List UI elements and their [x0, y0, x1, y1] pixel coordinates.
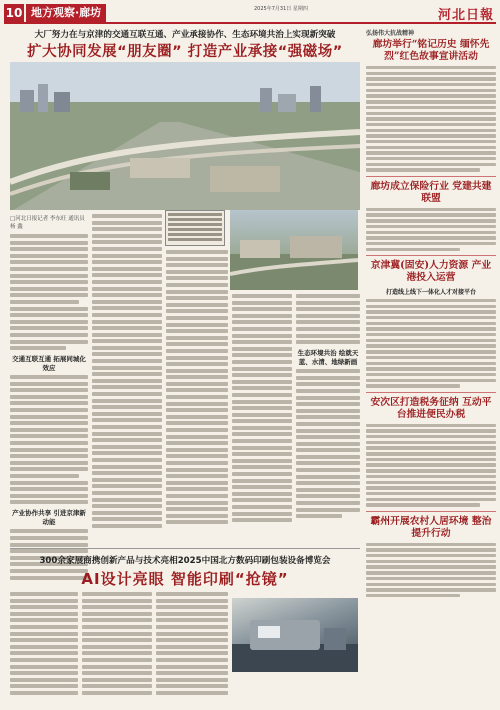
lead-subhead-2: 产业协作共享 引进京津新动能	[12, 509, 86, 527]
lead-subtitle: 大厂努力在与京津的交通互联互通、产业承接协作、生态环境共治上实现新突破	[34, 30, 336, 40]
right-sidebar	[366, 28, 496, 600]
lead-column-3	[166, 250, 228, 527]
second-article-subtitle: 300余家展商携创新产品与技术亮相2025中国北方数码印刷包装设备博览会	[39, 556, 331, 566]
lead-column-1	[10, 214, 88, 582]
lead-subhead-3: 生态环境共治 绘就天蓝、水清、地绿新画	[297, 349, 359, 367]
lead-column-5	[296, 294, 360, 521]
sidebar-article-title-3: 京津冀(固安)人力资源 产业港投入运营	[370, 259, 492, 283]
industrial-park-illustration	[230, 210, 358, 290]
sidebar-article-title-4: 安次区打造税务征纳 互动平台推进便民办税	[370, 396, 492, 420]
newspaper-logo: 河北日報	[437, 8, 494, 23]
sidebar-article-subtitle-3: 打造线上线下一体化人才对接平台	[385, 288, 476, 296]
sidebar-article-title-2: 廊坊成立保险行业 党建共建联盟	[370, 180, 492, 204]
page-number: 10	[5, 6, 23, 20]
lead-subhead-1: 交通互联互通 拓展同城化效应	[12, 355, 86, 373]
article-divider	[10, 548, 360, 549]
second-column-3	[156, 592, 228, 698]
lead-column-2	[92, 214, 162, 531]
section-name: 地方观察·廊坊	[26, 4, 106, 22]
lead-title: 扩大协同发展“朋友圈” 打造产业承接“强磁场”	[27, 44, 343, 60]
page-header	[4, 4, 496, 24]
aerial-city-illustration	[10, 62, 360, 210]
second-column-1	[10, 592, 78, 698]
issue-date: 2025年7月31日 星期四	[254, 6, 308, 12]
sidebar-column-label: 弘扬伟大抗战精神	[366, 30, 415, 37]
sidebar-article-title-1: 廊坊举行“铭记历史 缅怀先烈”红色故事宣讲活动	[372, 39, 490, 62]
pull-quote-box	[165, 210, 225, 246]
secondary-photo	[230, 210, 358, 290]
sidebar-article-title-5: 霸州开展农村人居环境 整治提升行动	[370, 515, 492, 539]
exhibition-photo	[232, 598, 358, 672]
printing-machine-illustration	[232, 598, 358, 672]
lead-photo	[10, 62, 360, 210]
lead-byline: □河北日报记者 李东旺 通讯员 杨 鑫	[10, 216, 85, 230]
lead-column-4	[232, 294, 292, 525]
second-column-2	[82, 592, 152, 698]
second-article-title: AI设计亮眼 智能印刷“抢镜”	[81, 570, 289, 588]
